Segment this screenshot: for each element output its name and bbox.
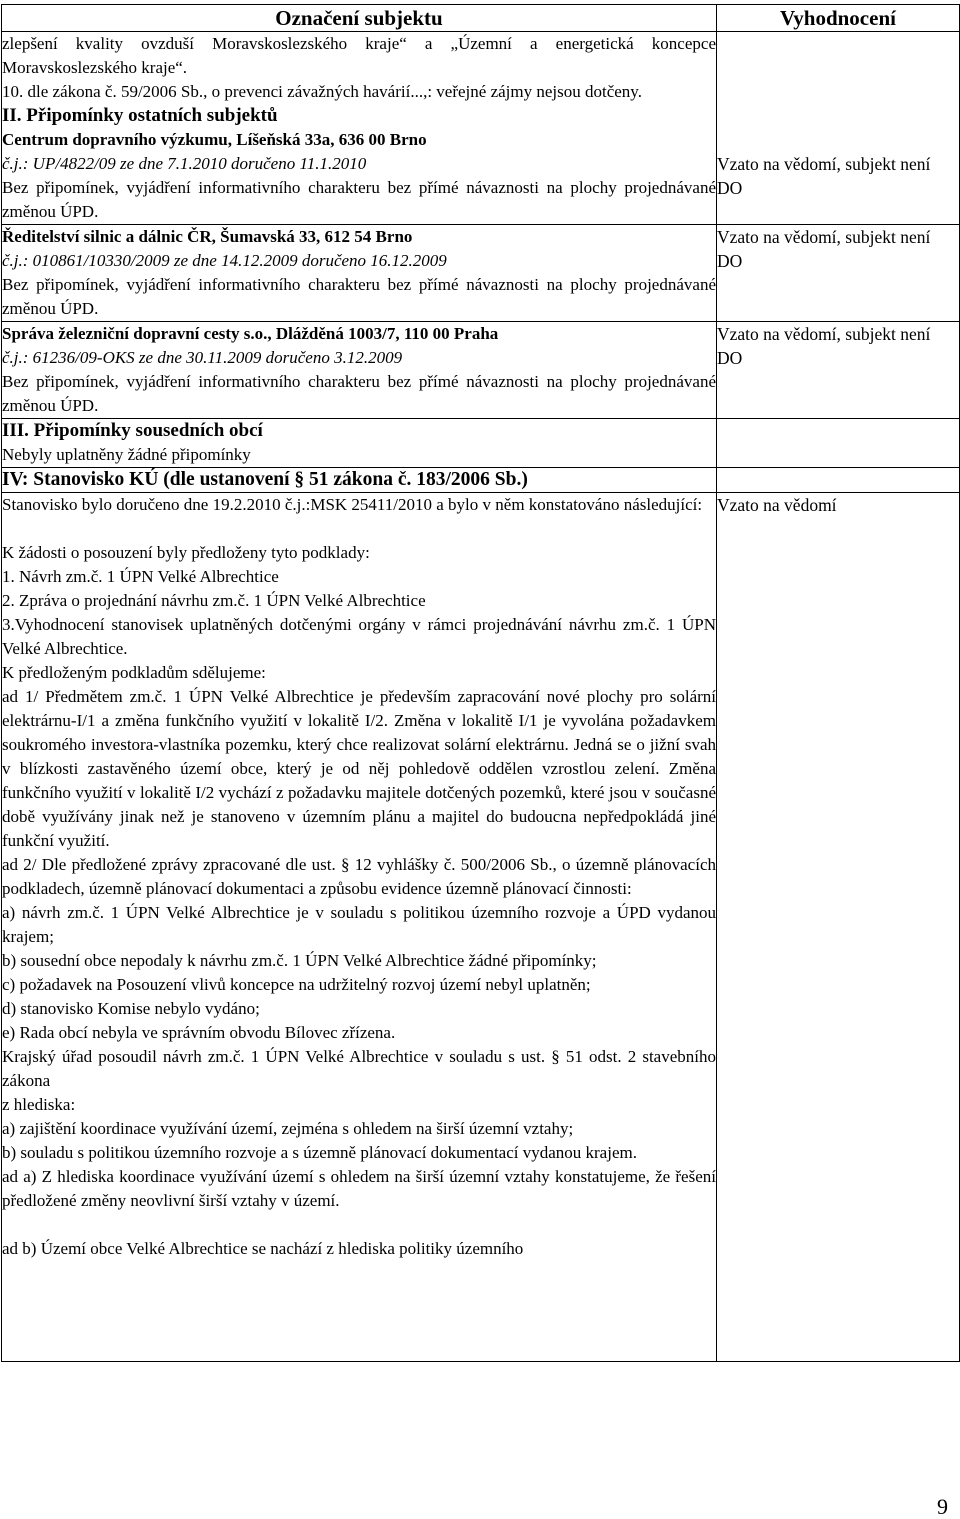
body-paragraph: c) požadavek na Posouzení vlivů koncepce na udržitelný rozvoj území nebyl uplatněn;: [2, 975, 591, 994]
evaluation-text: Vzato na vědomí, subjekt není DO: [717, 227, 931, 271]
intro-line-2: 10. dle zákona č. 59/2006 Sb., o prevenci závažných havárií...,: veřejné zájmy nejsou dotčeny.: [2, 82, 642, 101]
section-4-title: IV: Stanovisko KÚ (dle ustanovení § 51 zákona č. 183/2006 Sb.): [2, 469, 528, 490]
section-4-body: [2, 541, 716, 1213]
body-paragraph: Krajský úřad posoudil návrh zm.č. 1 ÚPN Velké Albrechtice v souladu s ust. § 51 odst. 2 stavebního zákona: [2, 1047, 716, 1090]
subject-reference: č.j.: UP/4822/09 ze dne 7.1.2010 doručeno 11.1.2010: [2, 154, 367, 173]
body-paragraph: K předloženým podkladům sdělujeme:: [2, 663, 266, 682]
body-paragraph: e) Rada obcí nebyla ve správním obvodu Bílovec zřízena.: [2, 1023, 396, 1042]
body-paragraph: 3.Vyhodnocení stanovisek uplatněných dotčenými orgány v rámci projednávání návrhu zm.č. 1 ÚPN Velké Albrechtice.: [2, 615, 716, 658]
evaluation-text: Vzato na vědomí, subjekt není DO: [717, 154, 931, 198]
section-3-text: Nebyly uplatněny žádné připomínky: [2, 445, 251, 464]
section-4-received: Stanovisko bylo doručeno dne 19.2.2010 č.j.:MSK 25411/2010 a bylo v něm konstatováno následující:: [2, 495, 703, 514]
header-subject: Označení subjektu: [2, 5, 717, 32]
section-3-cell: [2, 419, 717, 468]
body-paragraph: b) souladu s politikou územního rozvoje a s územně plánovací dokumentací vydanou krajem.: [2, 1143, 637, 1162]
body-paragraph: z hlediska:: [2, 1095, 76, 1114]
table-row: [2, 419, 960, 468]
header-evaluation: Vyhodnocení: [717, 5, 960, 32]
body-paragraph: a) návrh zm.č. 1 ÚPN Velké Albrechtice je v souladu s politikou územního rozvoje a ÚPD vydanou krajem;: [2, 903, 716, 946]
body-paragraph: ad 1/ Předmětem zm.č. 1 ÚPN Velké Albrechtice je především zapracování nové plochy pro solární elektrárnu-I/1 a změna funkčního využití v lokalitě I/2. Změna v lokalitě I/1 je vyvolána požadavkem soukromého investora-vlastníka pozemku, který chce realizovat solární elektrárnu. Jedná se o jižní svah v blízkosti zastavěného území obce, který je od něj pohledově oddělen vzrostlou zelení. Změna funkčního využití v lokalitě I/2 vychází z požadavku majitele dotčených pozemků, které jsou v současné době využívány jinak než je stanoveno v územním plánu a majitel do budoucna nepředpokládá jiné funkční využití.: [2, 687, 716, 850]
subject-reference: č.j.: 61236/09-OKS ze dne 30.11.2009 doručeno 3.12.2009: [2, 348, 403, 367]
evaluation-table: [1, 4, 960, 1362]
evaluation-cell: [717, 32, 960, 225]
table-row: [2, 225, 960, 322]
body-paragraph: ad 2/ Dle předložené zprávy zpracované dle ust. § 12 vyhlášky č. 500/2006 Sb., o územně plánovacích podkladech, územně plánovací dokumentaci a způsobu evidence územně plánovací činnosti:: [2, 855, 716, 898]
body-paragraph: a) zajištění koordinace využívání území, zejména s ohledem na širší územní vztahy;: [2, 1119, 574, 1138]
evaluation-text: Vzato na vědomí, subjekt není DO: [717, 324, 931, 368]
evaluation-cell: [717, 493, 960, 1362]
section-4-title-cell: [2, 468, 717, 493]
intro-cell: [2, 32, 717, 225]
table-row: [2, 493, 960, 1362]
table-header-row: [2, 5, 960, 32]
body-paragraph: 2. Zpráva o projednání návrhu zm.č. 1 ÚPN Velké Albrechtice: [2, 591, 426, 610]
body-paragraph: d) stanovisko Komise nebylo vydáno;: [2, 999, 260, 1018]
subject-reference: č.j.: 010861/10330/2009 ze dne 14.12.2009 doručeno 16.12.2009: [2, 251, 447, 270]
body-paragraph: K žádosti o posouzení byly předloženy tyto podklady:: [2, 543, 370, 562]
subject-name: Správa železniční dopravní cesty s.o., Dlážděná 1003/7, 110 00 Praha: [2, 324, 499, 343]
intro-line-1: zlepšení kvality ovzduší Moravskoslezského kraje“ a „Územní a energetická koncepce Moravskoslezského kraje“.: [2, 34, 716, 77]
body-paragraph: 1. Návrh zm.č. 1 ÚPN Velké Albrechtice: [2, 567, 279, 586]
subject-statement: Bez připomínek, vyjádření informativního charakteru bez přímé návaznosti na plochy projednávané změnou ÚPD.: [2, 178, 716, 221]
evaluation-cell: [717, 225, 960, 322]
subject-name: Ředitelství silnic a dálnic ČR, Šumavská 33, 612 54 Brno: [2, 227, 413, 246]
section-4-last-line: ad b) Území obce Velké Albrechtice se nachází z hlediska politiky územního: [2, 1239, 524, 1258]
evaluation-cell: [717, 468, 960, 493]
subject-cell: [2, 225, 717, 322]
table-row: [2, 468, 960, 493]
subject-statement: Bez připomínek, vyjádření informativního charakteru bez přímé návaznosti na plochy projednávané změnou ÚPD.: [2, 275, 716, 318]
table-row: [2, 32, 960, 225]
table-row: [2, 322, 960, 419]
subject-name: Centrum dopravního výzkumu, Líšeňská 33a, 636 00 Brno: [2, 130, 427, 149]
section-4-body-cell: [2, 493, 717, 1362]
subject-statement: Bez připomínek, vyjádření informativního charakteru bez přímé návaznosti na plochy projednávané změnou ÚPD.: [2, 372, 716, 415]
body-paragraph: b) sousední obce nepodaly k návrhu zm.č. 1 ÚPN Velké Albrechtice žádné připomínky;: [2, 951, 597, 970]
evaluation-cell: [717, 322, 960, 419]
evaluation-cell: [717, 419, 960, 468]
evaluation-text: Vzato na vědomí: [717, 495, 837, 515]
page-number: 9: [937, 1494, 948, 1519]
body-paragraph: ad a) Z hlediska koordinace využívání území s ohledem na širší územní vztahy konstatujeme, že řešení předložené změny neovlivní širší vztahy v území.: [2, 1167, 716, 1210]
section-3-title: III. Připomínky sousedních obcí: [2, 420, 263, 441]
section-2-title: II. Připomínky ostatních subjektů: [2, 105, 278, 126]
subject-cell: [2, 322, 717, 419]
